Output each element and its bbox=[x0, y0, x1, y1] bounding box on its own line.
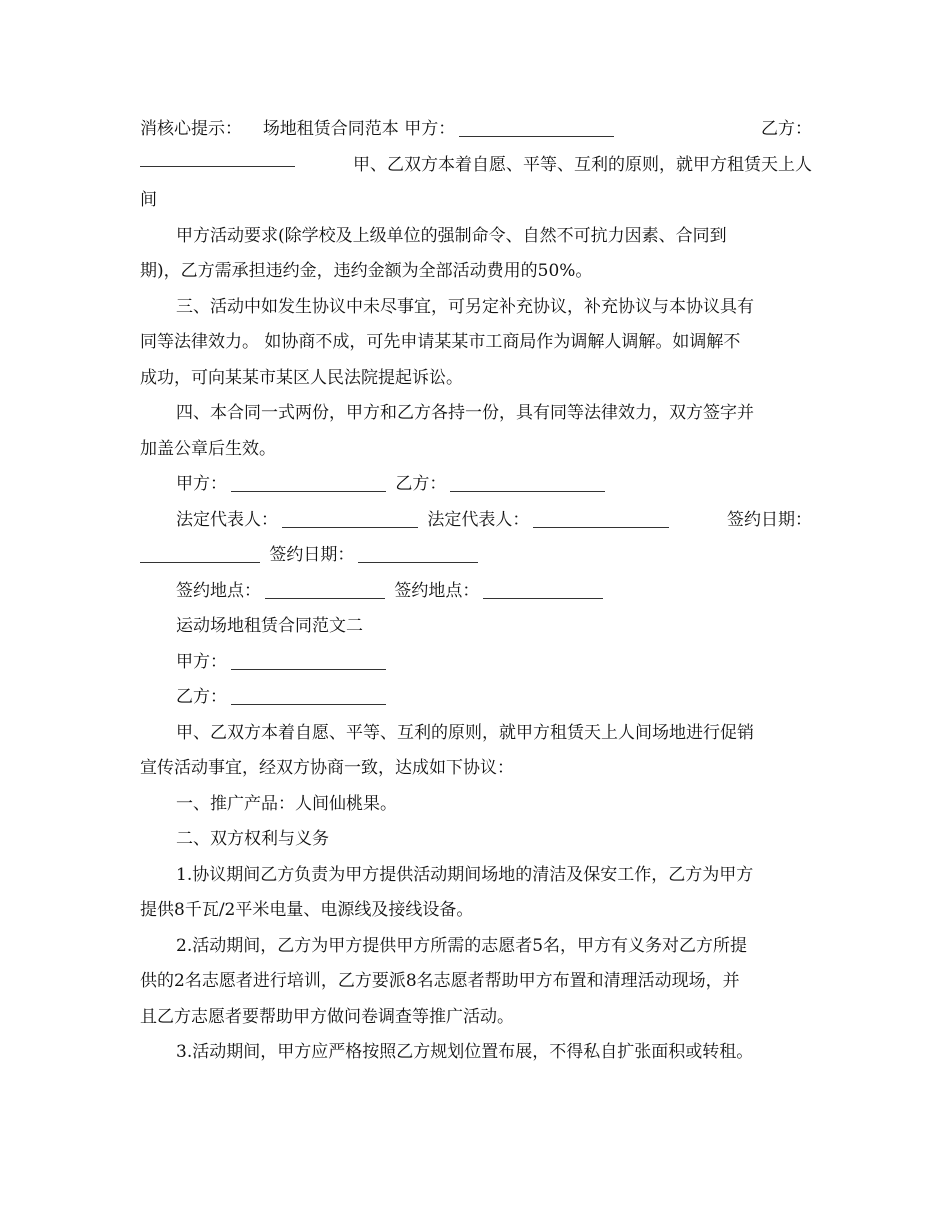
second-contract-title: 运动场地租赁合同范文二 bbox=[176, 616, 363, 636]
second-party-a-blank bbox=[231, 651, 386, 670]
paragraph-line: 期)，乙方需承担违约金，违约金额为全部活动费用的50%。 bbox=[140, 261, 593, 281]
sign-party-b-label: 乙方： bbox=[395, 474, 447, 494]
header-line bbox=[140, 112, 812, 148]
place-b-label: 签约地点： bbox=[394, 580, 480, 601]
signature-places bbox=[140, 574, 812, 610]
intro-line-3: 间 bbox=[140, 190, 157, 210]
second-party-a-label: 甲方： bbox=[176, 651, 227, 672]
document-body bbox=[140, 112, 812, 1071]
party-a-blank bbox=[459, 118, 614, 137]
paragraph-line: 同等法律效力。 如协商不成，可先申请某某市工商局作为调解人调解。如调解不 bbox=[140, 332, 741, 352]
signature-dates bbox=[140, 538, 812, 574]
sign-party-b-blank bbox=[450, 473, 605, 492]
paragraph-line: 宣传活动事宜，经双方协商一致，达成如下协议： bbox=[140, 758, 514, 778]
paragraph-line: 四、本合同一式两份，甲方和乙方各持一份，具有同等法律效力，双方签字并 bbox=[176, 403, 754, 423]
signature-representatives bbox=[140, 503, 812, 539]
paragraph-line: 甲方活动要求(除学校及上级单位的强制命令、自然不可抗力因素、合同到 bbox=[176, 225, 727, 246]
sign-party-a-blank bbox=[231, 473, 386, 492]
place-b-blank bbox=[483, 580, 603, 599]
paragraph-line: 提供8千瓦/2平米电量、电源线及接线设备。 bbox=[140, 900, 474, 920]
paragraph-line: 2.活动期间，乙方为甲方提供甲方所需的志愿者5名，甲方有义务对乙方所提 bbox=[176, 935, 748, 956]
header-prefix: 消核心提示： bbox=[140, 119, 242, 139]
paragraph-line: 1.协议期间乙方负责为甲方提供活动期间场地的清洁及保安工作，乙方为甲方 bbox=[176, 864, 754, 885]
date-a-label: 签约日期： bbox=[727, 509, 812, 530]
date-b-blank bbox=[358, 544, 478, 563]
paragraph-line: 成功，可向某某市某区人民法院提起诉讼。 bbox=[140, 367, 463, 388]
party-b-blank bbox=[140, 148, 295, 167]
paragraph-line: 一、推广产品：人间仙桃果。 bbox=[176, 793, 397, 814]
paragraph-line: 三、活动中如发生协议中未尽事宜，可另定补充协议，补充协议与本协议具有 bbox=[176, 296, 754, 317]
sign-party-a-label: 甲方： bbox=[176, 474, 227, 494]
date-a-blank bbox=[140, 544, 260, 563]
place-a-blank bbox=[265, 580, 385, 599]
intro-line-2 bbox=[140, 148, 812, 184]
paragraph-line: 3.活动期间，甲方应严格按照乙方规划位置布展，不得私自扩张面积或转租。 bbox=[176, 1042, 754, 1062]
paragraph-line: 供的2名志愿者进行培训，乙方要派8名志愿者帮助甲方布置和清理活动现场，并 bbox=[140, 971, 740, 991]
second-party-b-label: 乙方： bbox=[176, 687, 227, 707]
date-b-label: 签约日期： bbox=[269, 545, 355, 565]
second-party-b-blank bbox=[231, 686, 386, 705]
second-party-a bbox=[140, 645, 812, 681]
paragraph-line: 甲、乙双方本着自愿、平等、互利的原则，就甲方租赁天上人间场地进行促销 bbox=[176, 722, 754, 743]
second-party-b bbox=[140, 680, 812, 716]
rep-b-label: 法定代表人： bbox=[427, 509, 530, 530]
paragraph-line: 且乙方志愿者要帮助甲方做问卷调查等推广活动。 bbox=[140, 1006, 514, 1027]
contract-title: 场地租赁合同范本 bbox=[262, 119, 399, 139]
paragraph-line: 二、双方权利与义务 bbox=[176, 829, 329, 849]
place-a-label: 签约地点： bbox=[176, 580, 261, 601]
party-b-label: 乙方： bbox=[761, 119, 812, 139]
intro-text: 甲、乙双方本着自愿、平等、互利的原则，就甲方租赁天上人 bbox=[353, 154, 812, 175]
signature-parties bbox=[140, 467, 812, 503]
paragraph-line: 加盖公章后生效。 bbox=[140, 438, 276, 459]
rep-b-blank bbox=[533, 509, 669, 528]
rep-a-blank bbox=[282, 509, 418, 528]
rep-a-label: 法定代表人： bbox=[176, 509, 278, 530]
party-a-label: 甲方： bbox=[404, 119, 456, 139]
